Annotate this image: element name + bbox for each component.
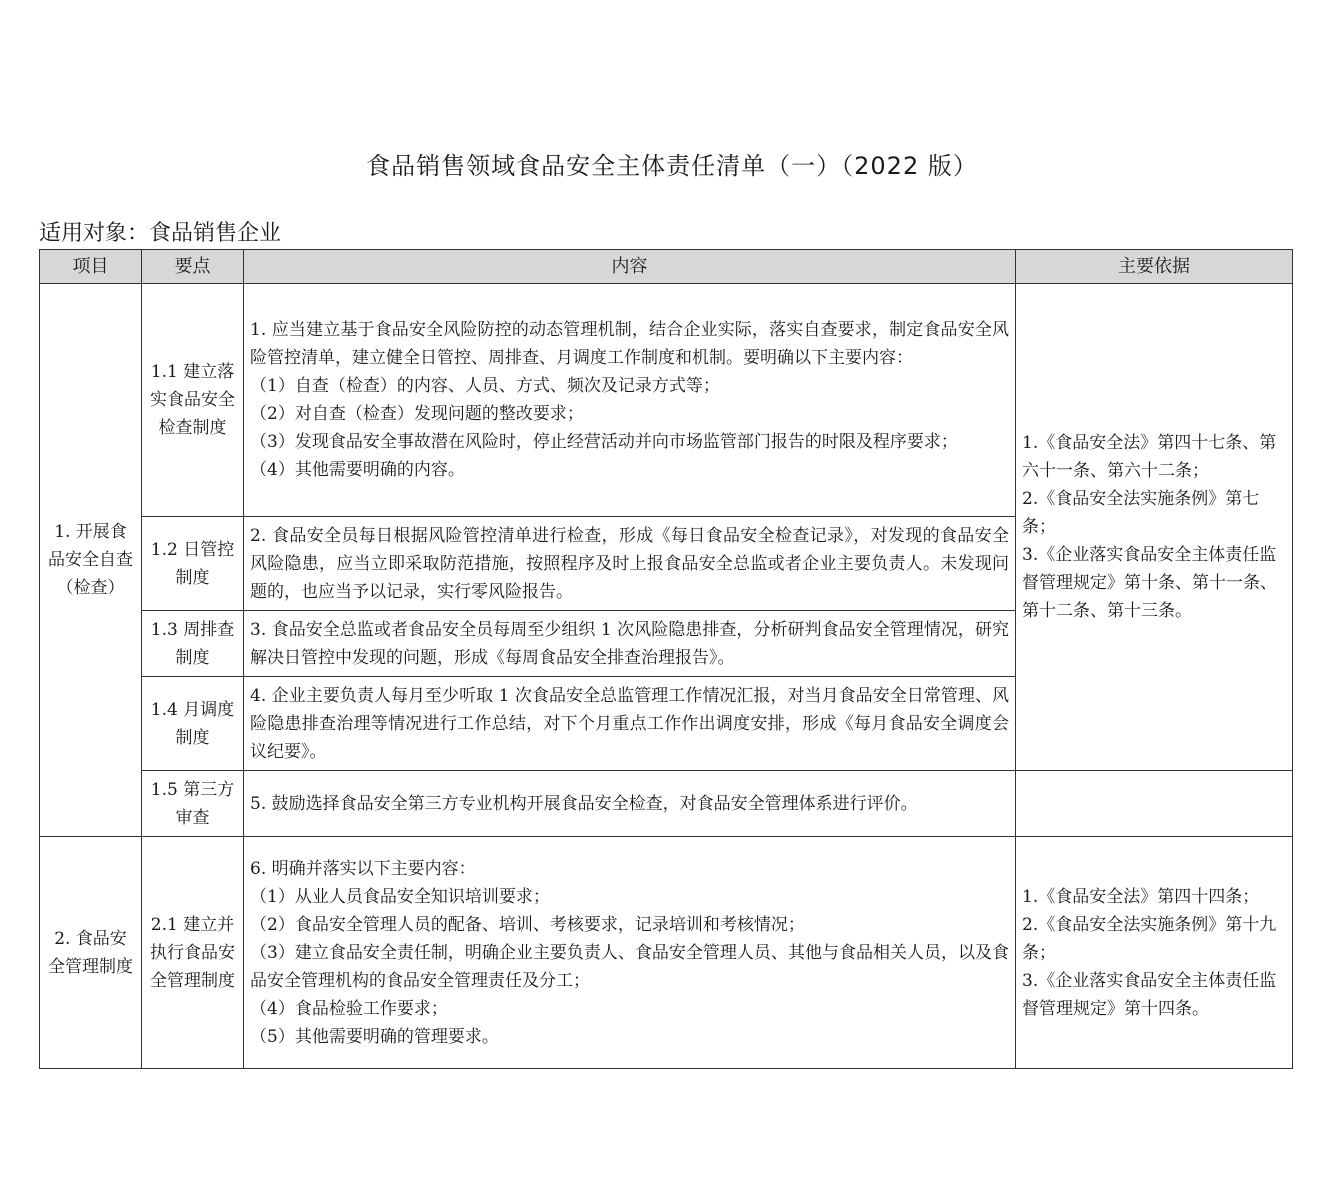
basis-cell-empty (1016, 771, 1293, 837)
content-line: （5）其他需要明确的管理要求。 (250, 1026, 499, 1047)
content-cell (244, 611, 1016, 677)
content-line: （2）对自查（检查）发现问题的整改要求； (250, 404, 584, 424)
content-line: （1）自查（检查）的内容、人员、方式、频次及记录方式等； (250, 376, 720, 396)
content-line: （4）食品检验工作要求； (250, 998, 448, 1019)
content-line: 1. 应当建立基于食品安全风险防控的动态管理机制，结合企业实际，落实自查要求，制定食品安全风险管控清单，建立健全日管控、周排查、月调度工作制度和机制。要明确以下主要内容： (250, 320, 1009, 368)
content-line: 6. 明确并落实以下主要内容： (250, 858, 476, 879)
basis-line: 1.《食品安全法》第四十四条； (1022, 886, 1260, 907)
table-header-row (40, 250, 1293, 284)
table-row (40, 771, 1293, 837)
point-cell: 1.3 周排查制度 (142, 611, 244, 677)
responsibility-table (39, 249, 1293, 1069)
content-line: （3）建立食品安全责任制，明确企业主要负责人、食品安全管理人员、其他与食品相关人员，以及食品安全管理机构的食品安全管理责任及分工； (250, 942, 1009, 991)
content-line: 2. 食品安全员每日根据风险管控清单进行检查，形成《每日食品安全检查记录》，对发现的食品安全风险隐患，应当立即采取防范措施，按照程序及时上报食品安全总监或者企业主要负责人。未发现问题的，也应当予以记录，实行零风险报告。 (250, 525, 1009, 602)
basis-line: 1.《食品安全法》第四十七条、第六十一条、第六十二条； (1022, 433, 1277, 481)
header-basis: 主要依据 (1016, 250, 1293, 284)
table-row (40, 837, 1293, 1069)
basis-line: 3.《企业落实食品安全主体责任监督管理规定》第十四条。 (1022, 970, 1277, 1019)
content-cell (244, 837, 1016, 1069)
basis-line: 3.《企业落实食品安全主体责任监督管理规定》第十条、第十一条、第十二条、第十三条。 (1022, 545, 1277, 621)
header-content: 内容 (244, 250, 1016, 284)
basis-cell (1016, 284, 1293, 771)
content-line: （2）食品安全管理人员的配备、培训、考核要求，记录培训和考核情况； (250, 914, 805, 935)
header-point: 要点 (142, 250, 244, 284)
item-cell: 2. 食品安全管理制度 (40, 837, 142, 1069)
header-item: 项目 (40, 250, 142, 284)
table-row (40, 284, 1293, 517)
item-cell: 1. 开展食品安全自查（检查） (40, 284, 142, 837)
content-line: （1）从业人员食品安全知识培训要求； (250, 886, 550, 907)
basis-line: 2.《食品安全法实施条例》第十九条； (1022, 914, 1277, 963)
content-line: （4）其他需要明确的内容。 (250, 460, 465, 480)
document-title: 食品销售领域食品安全主体责任清单（一）（2022 版） (366, 152, 978, 180)
content-cell (244, 677, 1016, 771)
content-cell (244, 284, 1016, 517)
content-line: （3）发现食品安全事故潜在风险时，停止经营活动并向市场监管部门报告的时限及程序要求； (250, 432, 958, 452)
content-cell (244, 517, 1016, 611)
content-line: 3. 食品安全总监或者食品安全员每周至少组织 1 次风险隐患排查，分析研判食品安全管理情况，研究解决日管控中发现的问题，形成《每周食品安全排查治理报告》。 (250, 619, 1009, 668)
content-line: 4. 企业主要负责人每月至少听取 1 次食品安全总监管理工作情况汇报，对当月食品安全日常管理、风险隐患排查治理等情况进行工作总结，对下个月重点工作作出调度安排，形成《每月食品安全调度会议纪要》。 (250, 685, 1009, 762)
basis-cell (1016, 837, 1293, 1069)
point-cell: 2.1 建立并执行食品安全管理制度 (142, 837, 244, 1069)
point-cell: 1.2 日管控制度 (142, 517, 244, 611)
content-line: 5. 鼓励选择食品安全第三方专业机构开展食品安全检查，对食品安全管理体系进行评价。 (250, 793, 918, 814)
applicable-scope: 适用对象：食品销售企业 (39, 221, 282, 246)
content-cell (244, 771, 1016, 837)
point-cell: 1.5 第三方审查 (142, 771, 244, 837)
basis-line: 2.《食品安全法实施条例》第七条； (1022, 489, 1260, 537)
point-cell: 1.4 月调度制度 (142, 677, 244, 771)
point-cell: 1.1 建立落实食品安全检查制度 (142, 284, 244, 517)
